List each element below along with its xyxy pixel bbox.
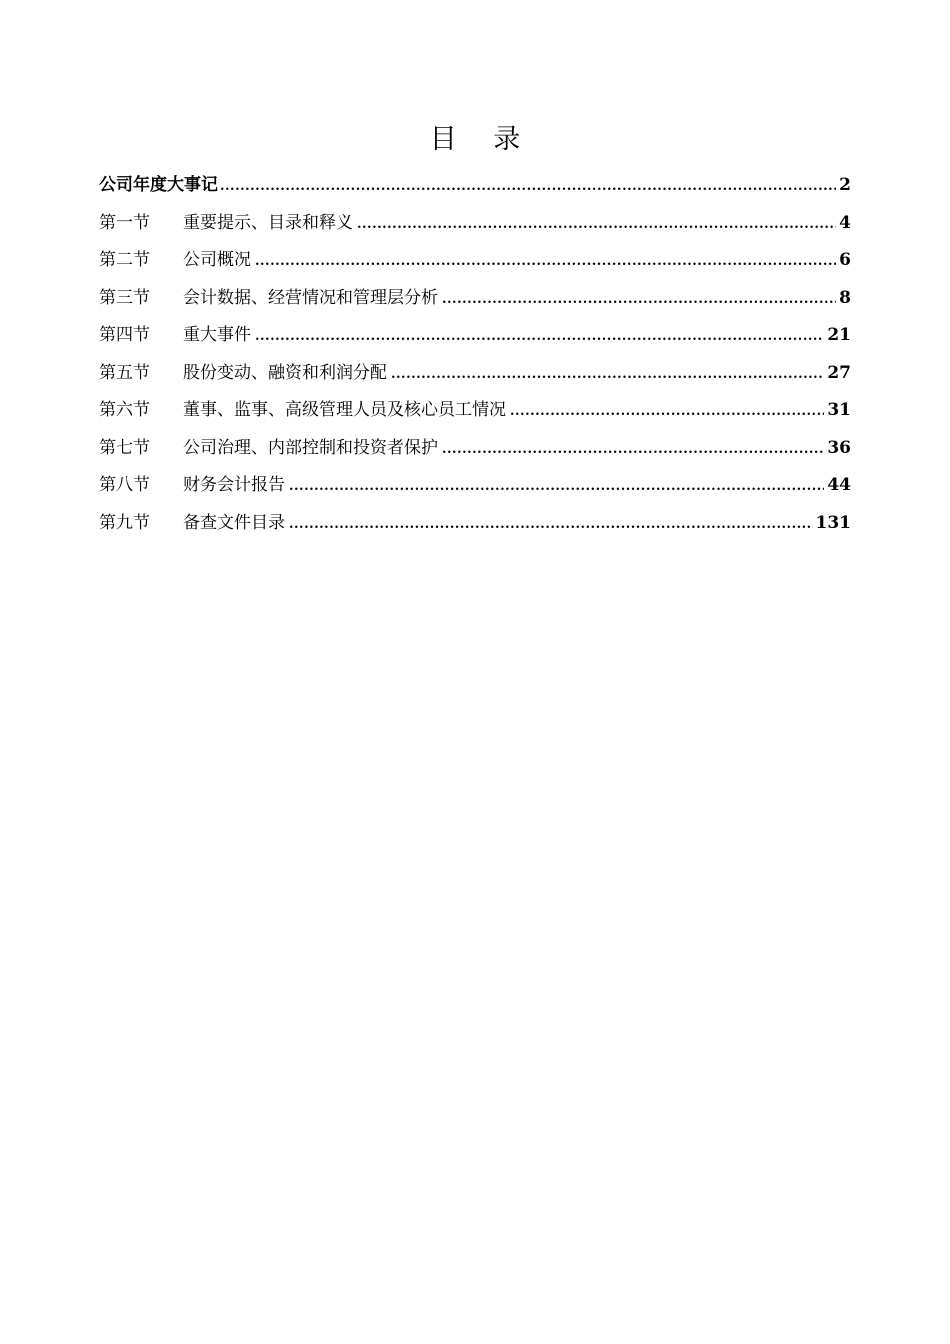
toc-entry-page: 6 xyxy=(839,250,851,270)
toc-entry-title: 董事、监事、高级管理人员及核心员工情况 xyxy=(183,400,506,420)
toc-entry-section-6[interactable] xyxy=(99,392,851,430)
toc-leader-dots xyxy=(357,206,836,244)
toc-entry-title: 公司治理、内部控制和投资者保护 xyxy=(183,437,438,458)
toc-entry-annual-events[interactable] xyxy=(99,167,851,205)
toc-entry-section-5[interactable] xyxy=(99,355,851,393)
toc-entry-title: 重大事件 xyxy=(183,325,251,345)
toc-entry-page: 4 xyxy=(839,212,851,233)
toc-entry-title: 股份变动、融资和利润分配 xyxy=(183,362,387,383)
toc-leader-dots xyxy=(510,393,824,431)
toc-entry-section: 第五节 xyxy=(99,362,150,383)
toc-entry-page: 44 xyxy=(827,475,851,495)
toc-entry-section-4[interactable] xyxy=(99,317,851,355)
toc-entry-title: 财务会计报告 xyxy=(183,475,285,495)
toc-entry-page: 131 xyxy=(815,512,851,533)
toc-entry-title: 重要提示、目录和释义 xyxy=(183,212,353,233)
toc-entry-section: 第八节 xyxy=(99,475,150,495)
toc-entry-section-7[interactable] xyxy=(99,430,851,468)
toc-leader-dots xyxy=(391,356,824,394)
toc-leader-dots xyxy=(255,243,836,281)
toc-entry-section: 第七节 xyxy=(99,437,150,458)
toc-entry-section: 第二节 xyxy=(99,250,150,270)
toc-entry-title: 备查文件目录 xyxy=(183,512,285,533)
toc-leader-dots xyxy=(442,431,824,469)
toc-entry-page: 31 xyxy=(827,400,851,420)
toc-entry-page: 21 xyxy=(827,325,851,345)
toc-leader-dots xyxy=(255,318,824,356)
toc-entry-page: 36 xyxy=(827,437,851,458)
toc-leader-dots xyxy=(289,506,813,544)
toc-entry-section-8[interactable] xyxy=(99,467,851,505)
toc-leader-dots xyxy=(442,281,836,319)
toc-entry-section-9[interactable] xyxy=(99,505,851,543)
toc-entry-title: 公司概况 xyxy=(183,250,251,270)
toc-entry-section: 第一节 xyxy=(99,212,150,233)
toc-leader-dots xyxy=(289,468,824,506)
toc-entry-section-3[interactable] xyxy=(99,280,851,318)
toc-entry-section-2[interactable] xyxy=(99,242,851,280)
toc-entry-section: 第三节 xyxy=(99,287,150,308)
toc-entry-section-1[interactable] xyxy=(99,205,851,243)
toc-entry-title: 会计数据、经营情况和管理层分析 xyxy=(183,287,438,308)
toc-entry-section: 第四节 xyxy=(99,325,150,345)
toc-leader-dots xyxy=(220,168,836,206)
toc-entry-title: 公司年度大事记 xyxy=(99,175,218,195)
table-of-contents xyxy=(99,167,851,542)
toc-entry-section: 第九节 xyxy=(99,512,150,533)
page-title: 目 录 xyxy=(429,124,535,155)
toc-entry-page: 27 xyxy=(827,362,851,383)
toc-entry-section: 第六节 xyxy=(99,400,150,420)
toc-entry-page: 8 xyxy=(839,287,851,308)
toc-entry-page: 2 xyxy=(839,175,851,195)
